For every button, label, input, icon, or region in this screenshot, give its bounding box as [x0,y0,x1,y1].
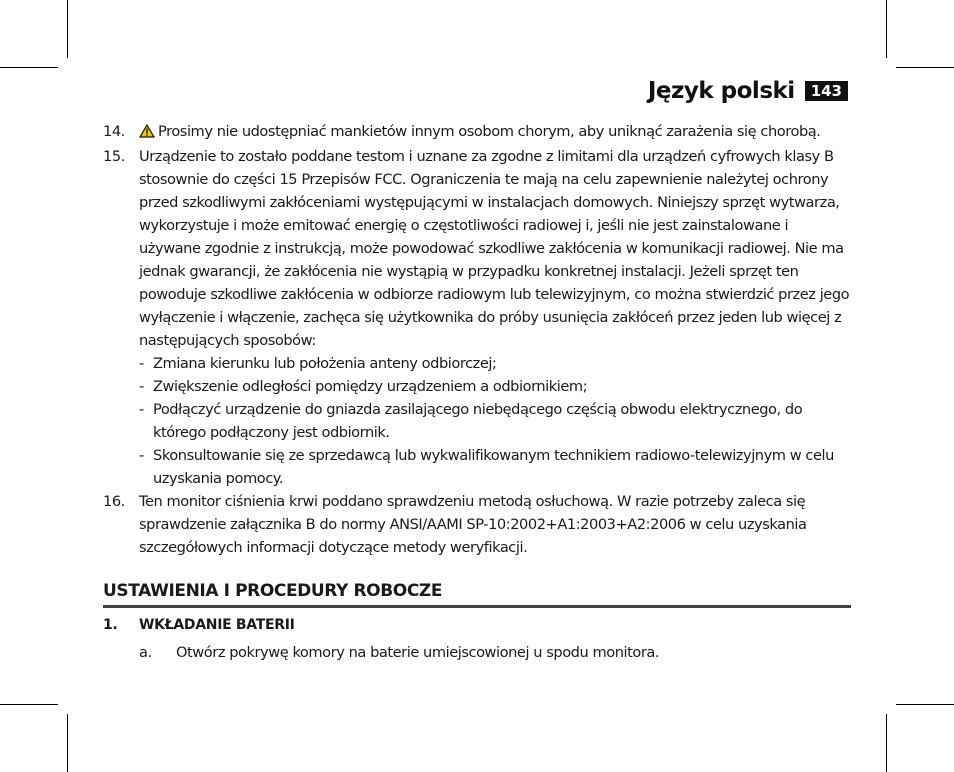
page-content [103,120,851,664]
crop-mark [896,67,954,68]
bullet-text: Podłączyć urządzenie do gniazda zasilającego niebędącego częścią obwodu elektrycznego, do którego podłączony jest odbiornik. [153,401,803,441]
item-number: 14. [103,123,125,140]
item-number: 16. [103,493,125,510]
bullet-list [139,352,851,490]
step-text: Otwórz pokrywę komory na baterie umiejscowionej u spodu monitora. [176,644,660,661]
section-heading: USTAWIENIA I PROCEDURY ROBOCZE [103,580,851,608]
crop-mark [0,704,58,705]
bullet-item [139,398,851,444]
bullet-dash: - [139,378,144,395]
bullet-item [139,444,851,490]
bullet-item [139,375,851,398]
item-text: Prosimy nie udostępniać mankietów innym osobom chorym, aby uniknąć zarażenia się chorobą. [158,123,821,140]
item-text: Urządzenie to zostało poddane testom i uznane za zgodne z limitami dla urządzeń cyfrowych klasy B stosownie do części 15 Przepisów FCC. Ograniczenia te mają na celu zapewnienie należytej ochrony przed szkodliwymi zakłóceniami występującymi w instalacjach domowych. Niniejszy sprzęt wytwarza, wykorzystuje i może emitować energię o częstotliwości radiowej i, jeśli nie jest zainstalowane i używane zgodnie z instrukcją, może powodować szkodliwe zakłócenia w komunikacji radiowej. Nie ma jednak gwarancji, że zakłócenia nie wystąpią w przypadku konkretnej instalacji. Jeżeli sprzęt ten powoduje szkodliwe zakłócenia w odbiorze radiowym lub telewizyjnym, co można stwierdzić przez jego wyłączenie i włączenie, zachęca się użytkownika do próby usunięcia zakłóceń przez jeden lub więcej z następujących sposobów: [139,148,850,349]
warning-triangle-icon [139,122,155,145]
page-number: 143 [805,81,848,101]
list-item [103,490,851,559]
bullet-item [139,352,851,375]
page-title: Język polski [647,78,795,104]
crop-mark [896,704,954,705]
crop-mark [67,714,68,772]
item-body [139,120,851,145]
list-item [103,145,851,490]
page-header [648,78,848,104]
subsection-heading [103,614,851,637]
bullet-text: Zmiana kierunku lub położenia anteny odbiorczej; [153,355,497,372]
item-text: Ten monitor ciśnienia krwi poddano sprawdzeniu metodą osłuchową. W razie potrzeby zaleca się sprawdzenie załącznika B do normy ANSI/AAMI SP-10:2002+A1:2003+A2:2006 w celu uzyskania szczegółowych informacji dotyczące metody weryfikacji. [139,493,807,556]
crop-mark [886,0,887,58]
item-body [139,145,851,490]
crop-mark [886,714,887,772]
item-number: 15. [103,148,125,165]
crop-mark [67,0,68,58]
step-item [103,641,851,664]
bullet-text: Zwiększenie odległości pomiędzy urządzeniem a odbiornikiem; [153,378,588,395]
step-letter: a. [139,644,152,661]
subsection-title: WKŁADANIE BATERII [139,617,295,633]
bullet-dash: - [139,401,144,418]
crop-mark [0,67,58,68]
bullet-text: Skonsultowanie się ze sprzedawcą lub wykwalifikowanym technikiem radiowo-telewizyjnym w celu uzyskania pomocy. [153,447,834,487]
subsection-number: 1. [103,617,118,633]
bullet-dash: - [139,355,144,372]
list-item [103,120,851,145]
bullet-dash: - [139,447,144,464]
